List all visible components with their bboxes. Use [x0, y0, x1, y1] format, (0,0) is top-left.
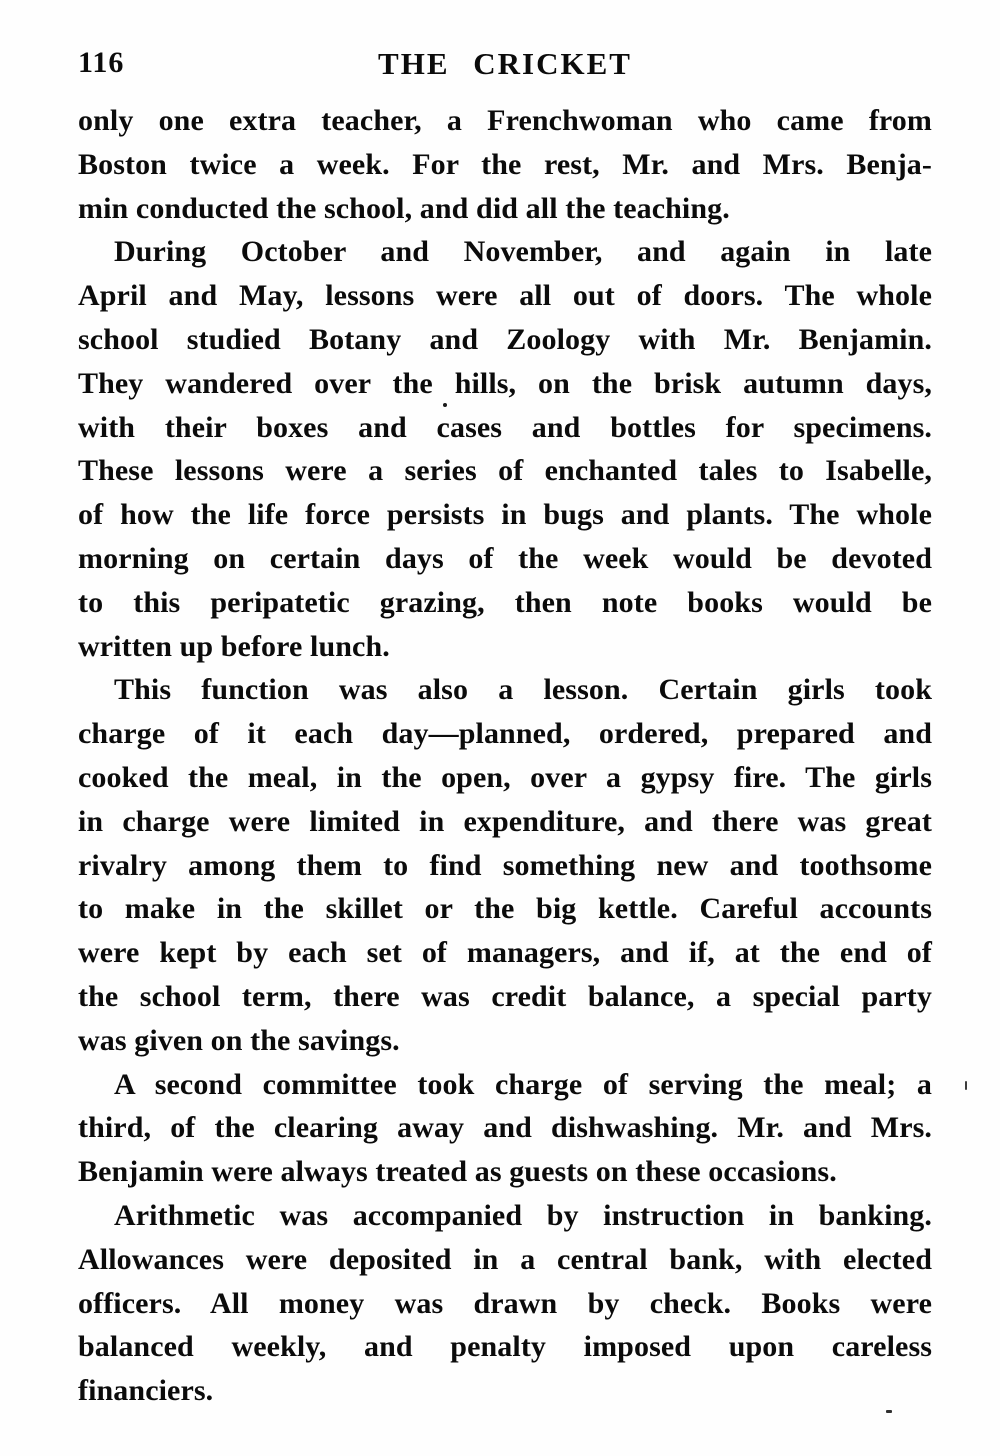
text-line: min conducted the school, and did all the teaching. — [78, 191, 730, 225]
scan-artifact-dot — [443, 403, 447, 407]
paragraph — [78, 99, 932, 230]
paragraph — [78, 668, 932, 1062]
text-line: Allowances were deposited in a central bank, with elected — [78, 1242, 932, 1276]
text-line: Arithmetic was accompanied by instruction in banking. — [114, 1198, 932, 1232]
text-line: They wandered over the hills, on the brisk autumn days, — [78, 366, 932, 400]
text-line: of how the life force persists in bugs and plants. The whole — [78, 498, 932, 532]
paragraph — [78, 1194, 932, 1413]
page-body — [78, 99, 932, 1413]
text-line: the school term, there was credit balance, a special party — [78, 979, 932, 1013]
page-number: 116 — [78, 46, 125, 79]
text-line: only one extra teacher, a Frenchwoman who came from — [78, 104, 932, 137]
text-line: in charge were limited in expenditure, and there was great — [78, 804, 932, 838]
text-line: to make in the skillet or the big kettle. Careful accounts — [78, 892, 932, 926]
text-line: These lessons were a series of enchanted tales to Isabelle, — [78, 454, 932, 488]
text-line: financiers. — [78, 1374, 214, 1408]
text-line: written up before lunch. — [78, 629, 390, 663]
scan-artifact-tick — [965, 1081, 967, 1090]
text-line: morning on certain days of the week would be devoted — [78, 541, 932, 575]
text-line: charge of it each day—planned, ordered, prepared and — [78, 717, 932, 751]
paragraph — [78, 1063, 932, 1194]
text-line: was given on the savings. — [78, 1023, 400, 1057]
paragraph — [78, 230, 932, 668]
text-line: rivalry among them to find something new and toothsome — [78, 848, 932, 882]
text-line: cooked the meal, in the open, over a gypsy fire. The girls — [78, 760, 932, 794]
page-header — [78, 46, 932, 86]
scan-artifact-dash — [886, 1410, 892, 1413]
text-line: third, of the clearing away and dishwashing. Mr. and Mrs. — [78, 1111, 932, 1145]
text-line: A second committee took charge of serving the meal; a — [114, 1067, 932, 1101]
text-line: April and May, lessons were all out of doors. The whole — [78, 279, 932, 313]
text-line: were kept by each set of managers, and if, at the end of — [78, 936, 932, 970]
text-line: school studied Botany and Zoology with Mr. Benjamin. — [78, 322, 932, 356]
text-line: During October and November, and again in late — [114, 235, 932, 269]
text-line: officers. All money was drawn by check. Books were — [78, 1286, 932, 1320]
text-line: Benjamin were always treated as guests on these occasions. — [78, 1155, 837, 1189]
text-line: This function was also a lesson. Certain girls took — [114, 673, 932, 707]
running-title: THE CRICKET — [378, 46, 632, 81]
text-line: balanced weekly, and penalty imposed upon careless — [78, 1330, 932, 1364]
text-line: Boston twice a week. For the rest, Mr. and Mrs. Benja- — [78, 147, 932, 181]
text-line: to this peripatetic grazing, then note books would be — [78, 585, 932, 619]
text-line: with their boxes and cases and bottles for specimens. — [78, 410, 932, 444]
